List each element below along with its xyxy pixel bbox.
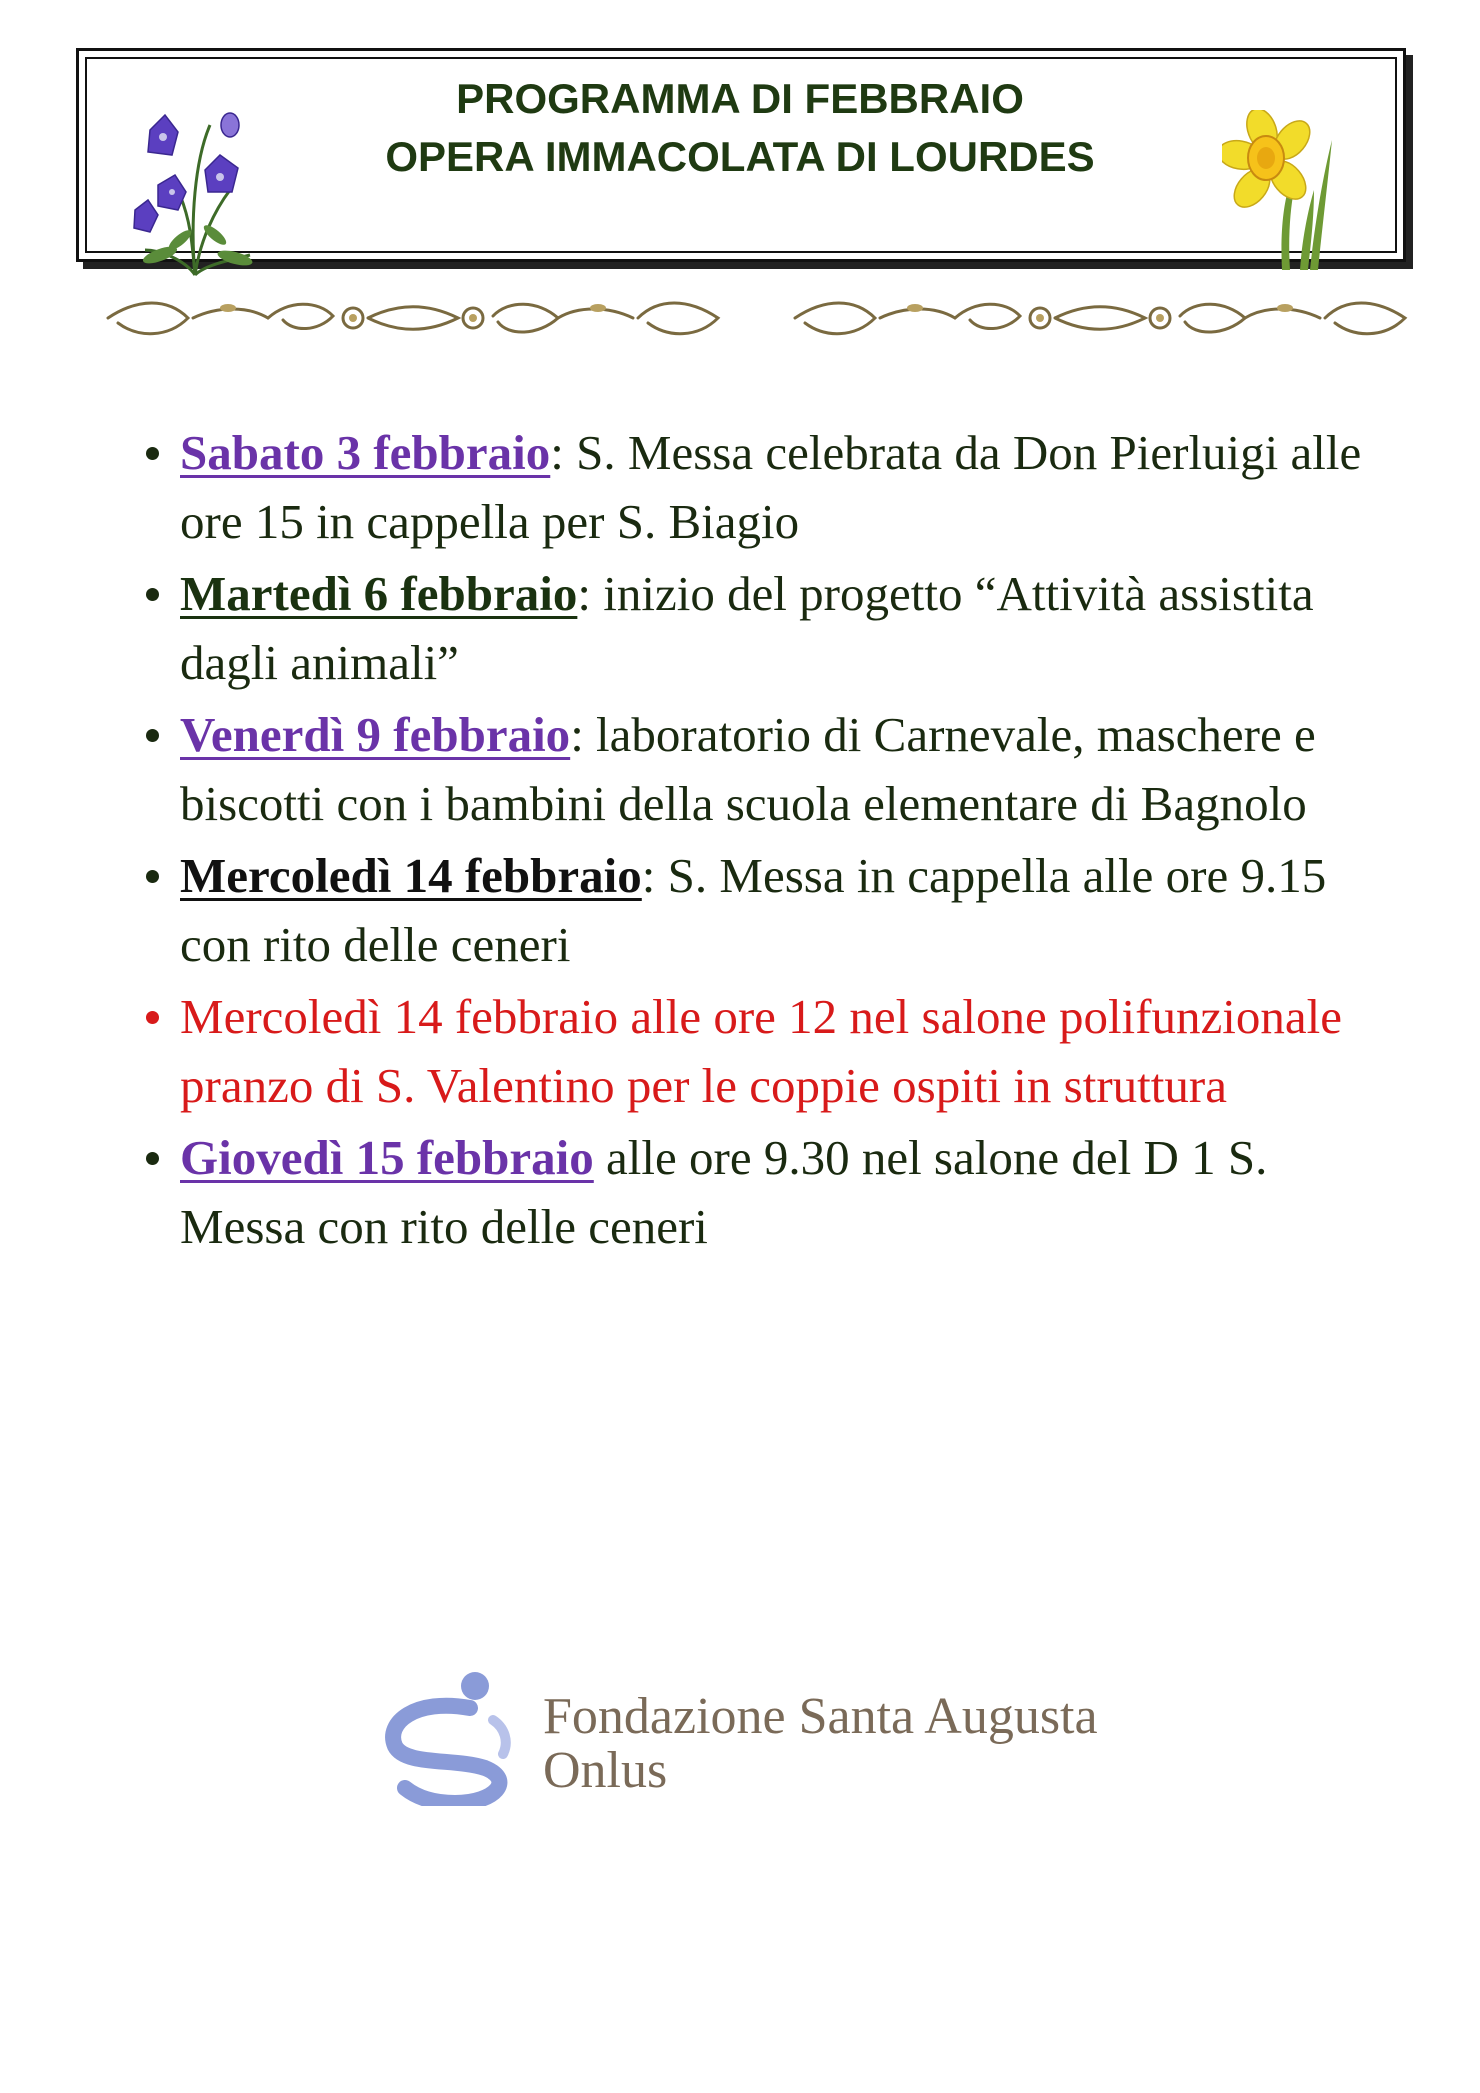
event-item (138, 418, 1398, 556)
event-date: Sabato 3 febbraio (180, 425, 551, 480)
bellflower-illustration (120, 100, 270, 280)
event-item (138, 559, 1398, 697)
event-item (138, 700, 1398, 838)
event-date: Martedì 6 febbraio (180, 566, 578, 621)
event-date: Giovedì 15 febbraio (180, 1130, 594, 1185)
event-item (138, 841, 1398, 979)
ornament-divider-right (785, 288, 1415, 348)
event-item (138, 1123, 1398, 1261)
event-item-highlight (138, 982, 1398, 1120)
event-text: : S. Messa celebrata da Don Pierluigi alle ore 15 in cappella per S. Biagio (180, 425, 1362, 549)
logo-mark-icon (375, 1668, 525, 1806)
title-line-2: OPERA IMMACOLATA DI LOURDES (385, 133, 1095, 180)
bullet-icon (146, 447, 159, 460)
bullet-icon (146, 1011, 159, 1024)
event-date: Mercoledì 14 febbraio (180, 848, 642, 903)
daffodil-illustration (1222, 110, 1352, 275)
bullet-icon (146, 870, 159, 883)
ornament-divider-left (98, 288, 728, 348)
logo-name-line-1: Fondazione Santa Augusta (543, 1688, 1098, 1745)
event-date: Venerdì 9 febbraio (180, 707, 571, 762)
bullet-icon (146, 729, 159, 742)
foundation-logo (375, 1668, 1195, 1808)
event-text: : laboratorio di Carnevale, maschere e biscotti con i bambini della scuola elementare di Bagnolo (180, 707, 1316, 831)
title-line-1: PROGRAMMA DI FEBBRAIO (456, 75, 1024, 122)
event-text: : inizio del progetto “Attività assistita dagli animali” (180, 566, 1314, 690)
event-text: Mercoledì 14 febbraio alle ore 12 nel salone polifunzionale pranzo di S. Valentino per le coppie ospiti in struttura (180, 989, 1342, 1113)
logo-name-line-2: Onlus (543, 1742, 668, 1799)
bullet-icon (146, 588, 159, 601)
event-list (138, 418, 1398, 1264)
event-text: : S. Messa in cappella alle ore 9.15 con rito delle ceneri (180, 848, 1327, 972)
logo-text (543, 1690, 1098, 1798)
event-text: alle ore 9.30 nel salone del D 1 S. Messa con rito delle ceneri (180, 1130, 1268, 1254)
bullet-icon (146, 1152, 159, 1165)
